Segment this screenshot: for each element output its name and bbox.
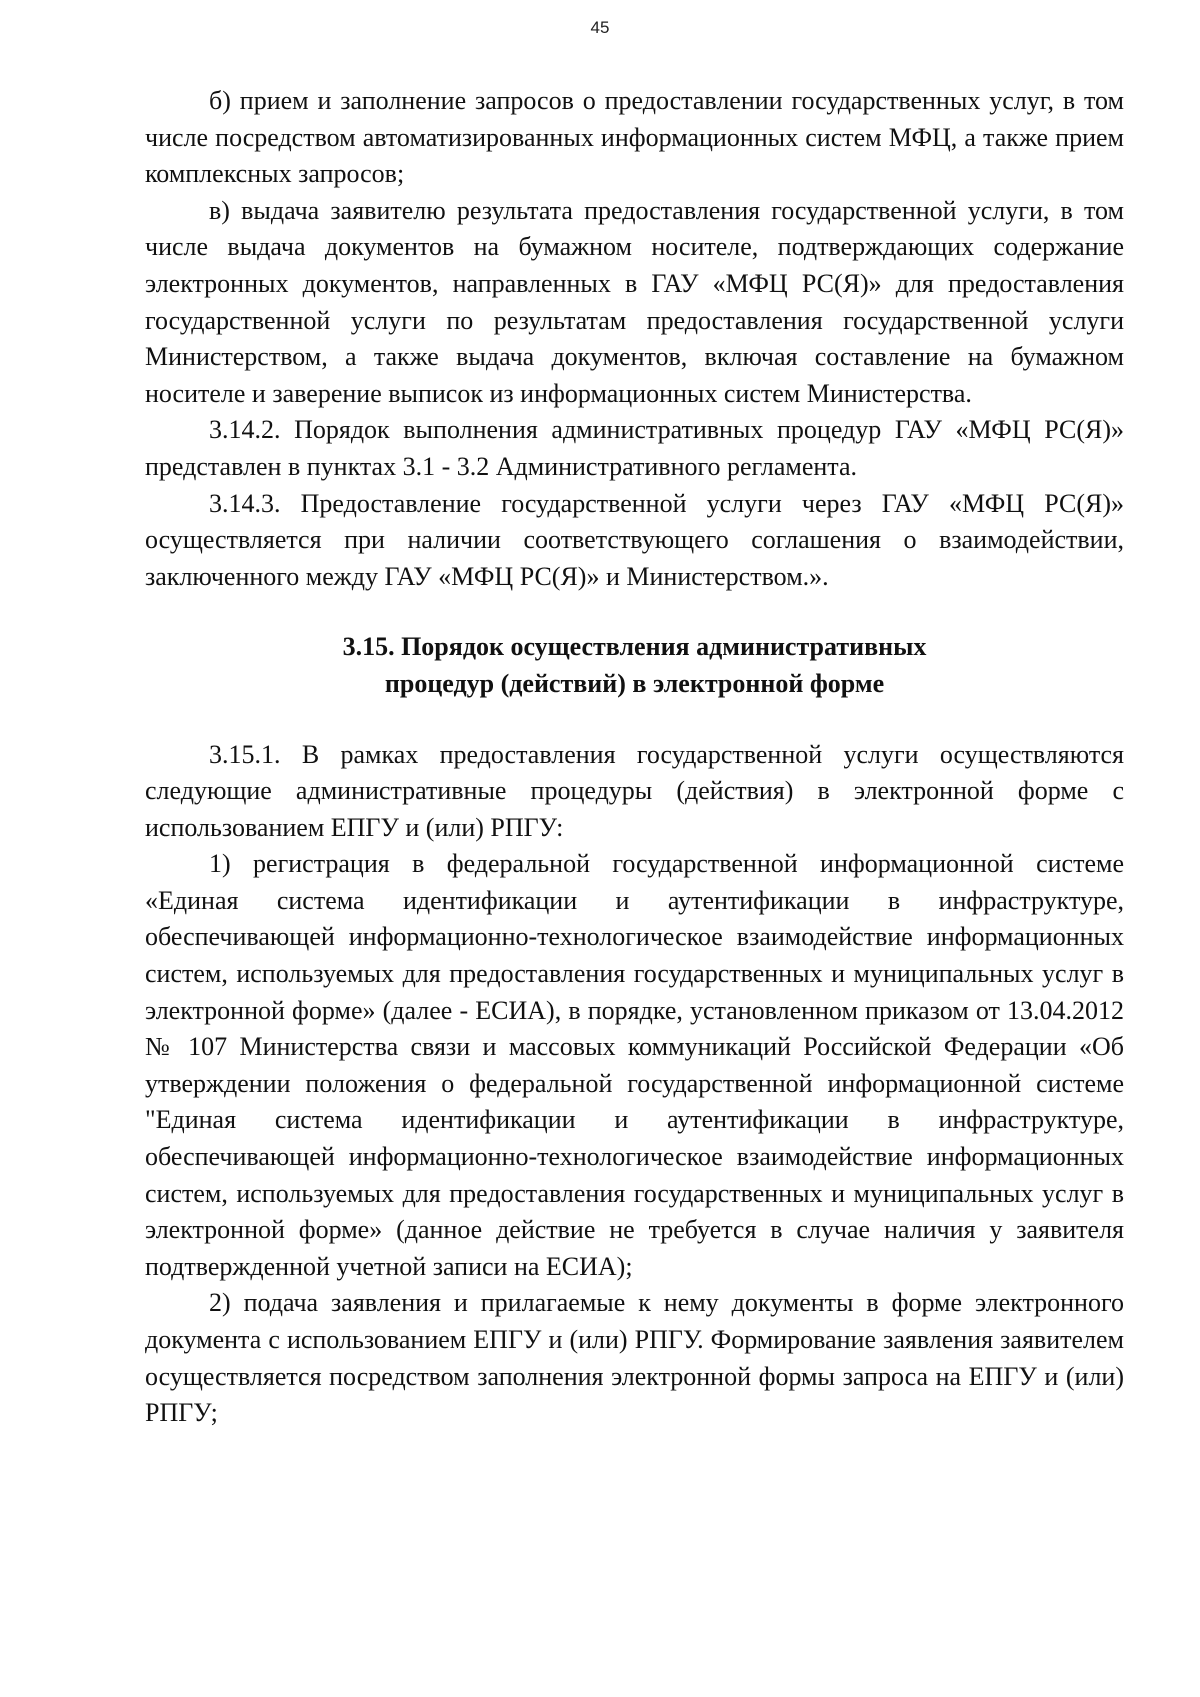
paragraph-3-14-2: 3.14.2. Порядок выполнения административных процедур ГАУ «МФЦ РС(Я)» представлен в пунктах 3.1 - 3.2 Административного регламента.	[145, 415, 1124, 481]
paragraph-item-b: б) прием и заполнение запросов о предоставлении государственных услуг, в том числе посредством автоматизированных информационных систем МФЦ, а также прием комплексных запросов;	[145, 86, 1124, 189]
document-body	[145, 83, 1124, 1432]
paragraph-3-14-3: 3.14.3. Предоставление государственной услуги через ГАУ «МФЦ РС(Я)» осуществляется при наличии соответствующего соглашения о взаимодействии, заключенного между ГАУ «МФЦ РС(Я)» и Министерством.».	[145, 488, 1124, 591]
section-heading-line-1: 3.15. Порядок осуществления административных	[342, 632, 927, 662]
page-number: 45	[590, 18, 610, 37]
section-heading-line-2: процедур (действий) в электронной форме	[384, 668, 885, 698]
paragraph-3-15-1: 3.15.1. В рамках предоставления государственной услуги осуществляются следующие административные процедуры (действия) в электронной форме с использованием ЕПГУ и (или) РПГУ:	[145, 739, 1124, 842]
section-heading	[145, 629, 1124, 702]
paragraph-item-2: 2) подача заявления и прилагаемые к нему документы в форме электронного документа с использованием ЕПГУ и (или) РПГУ. Формирование заявления заявителем осуществляется посредством заполнения электронной формы запроса на ЕПГУ и (или) РПГУ;	[145, 1288, 1124, 1428]
paragraph-item-1: 1) регистрация в федеральной государственной информационной системе «Единая система идентификации и аутентификации в инфраструктуре, обеспечивающей информационно-технологическое взаимодействие информационных систем, используемых для предоставления государственных и муниципальных услуг в электронной форме» (далее - ЕСИА), в порядке, установленном приказом от 13.04.2012 № 107 Министерства связи и массовых коммуникаций Российской Федерации «Об утверждении положения о федеральной государственной информационной системе "Единая система идентификации и аутентификации в инфраструктуре, обеспечивающей информационно-технологическое взаимодействие информационных систем, используемых для предоставления государственных и муниципальных услуг в электронной форме» (данное действие не требуется в случае наличия у заявителя подтвержденной учетной записи на ЕСИА);	[145, 849, 1124, 1281]
paragraph-item-v: в) выдача заявителю результата предоставления государственной услуги, в том числе выдача документов на бумажном носителе, подтверждающих содержание электронных документов, направленных в ГАУ «МФЦ РС(Я)» для предоставления государственной услуги по результатам предоставления государственной услуги Министерством, а также выдача документов, включая составление на бумажном носителе и заверение выписок из информационных систем Министерства.	[145, 195, 1124, 408]
